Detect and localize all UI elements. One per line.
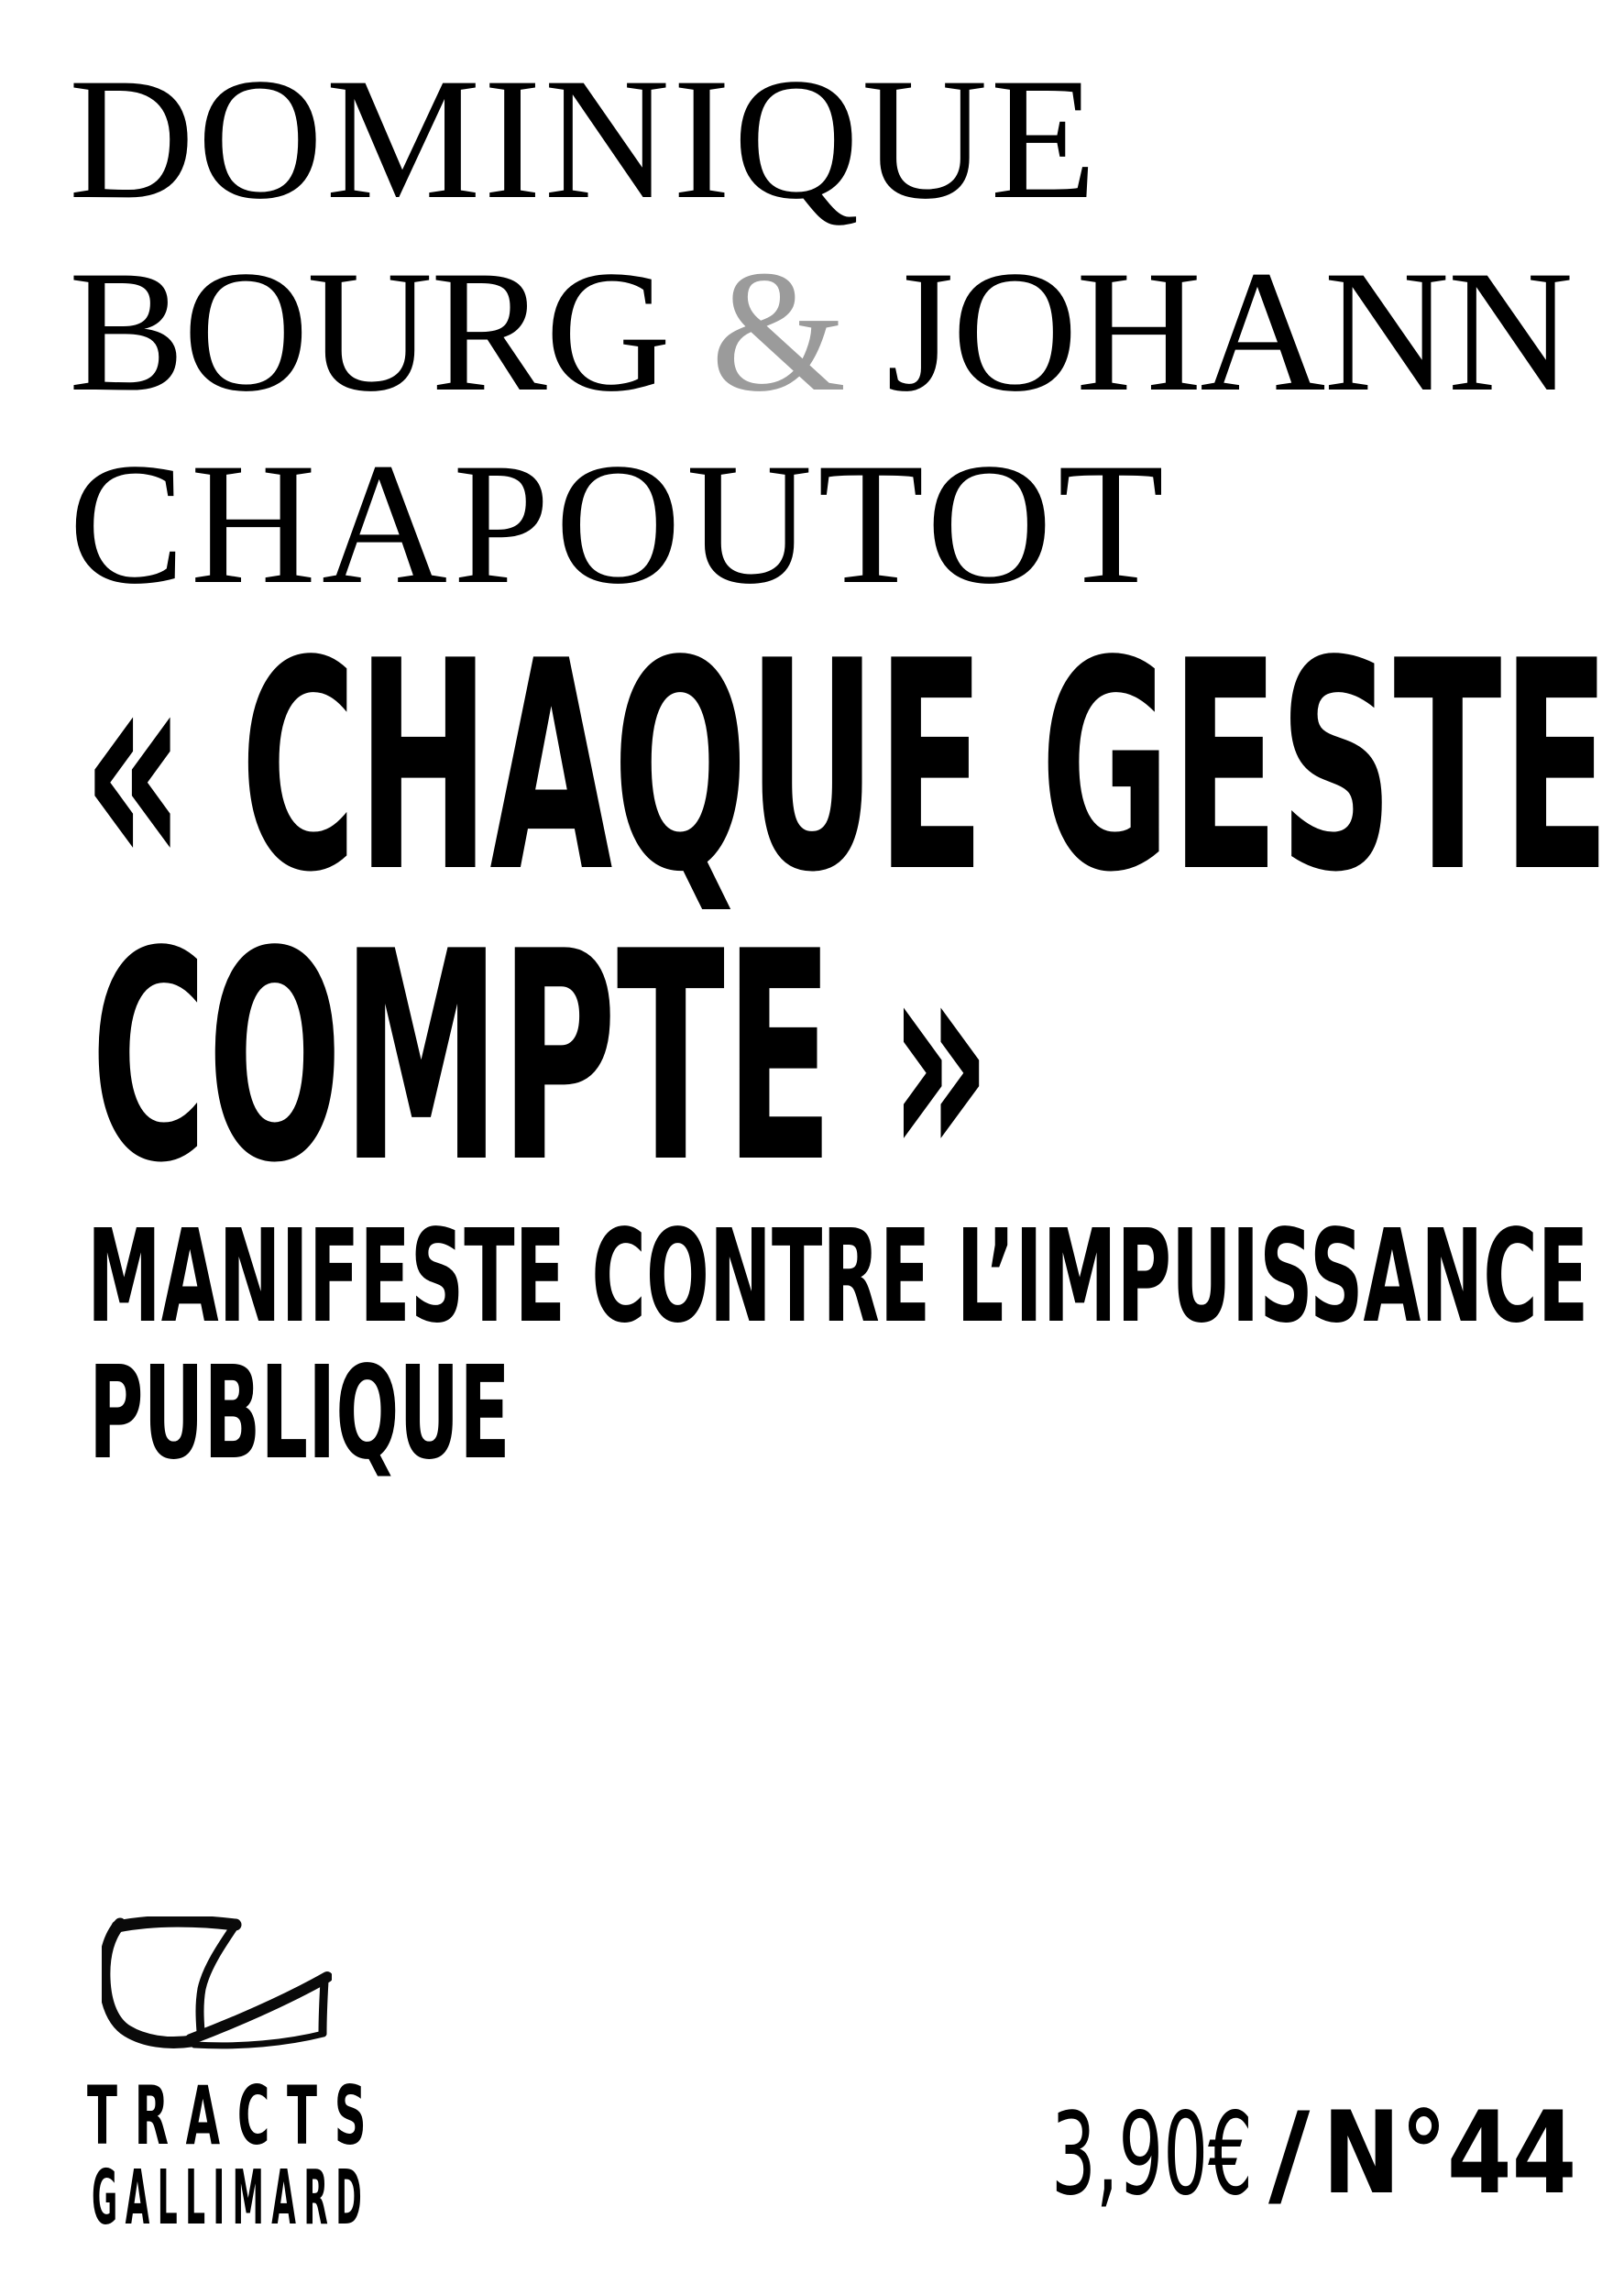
subtitle-line2: PUBLIQUE: [89, 1339, 510, 1488]
publisher-name: GALLIMARD: [92, 2155, 370, 2242]
price-amount: 3,90€: [1051, 2089, 1254, 2221]
collection-name: TRACTS: [87, 2069, 384, 2163]
author-name-line2: [69, 236, 1572, 428]
author-name-line3: CHAPOUTOT: [69, 428, 1170, 620]
price-separator: /: [1268, 2089, 1311, 2221]
issue-number: N°44: [1322, 2088, 1577, 2220]
ampersand: &: [710, 236, 845, 428]
gallimard-boat-logo-icon: [102, 1916, 332, 2052]
author-bourg: BOURG: [69, 236, 711, 428]
title-line2: COMPTE »: [91, 891, 992, 1226]
title-line1: « CHAQUE GESTE: [82, 600, 1610, 936]
subtitle-line1: MANIFESTE CONTRE L’IMPUISSANCE: [87, 1202, 1589, 1352]
author-johann: JOHANN: [844, 236, 1572, 428]
author-name-line1: DOMINIQUE: [69, 43, 1100, 236]
